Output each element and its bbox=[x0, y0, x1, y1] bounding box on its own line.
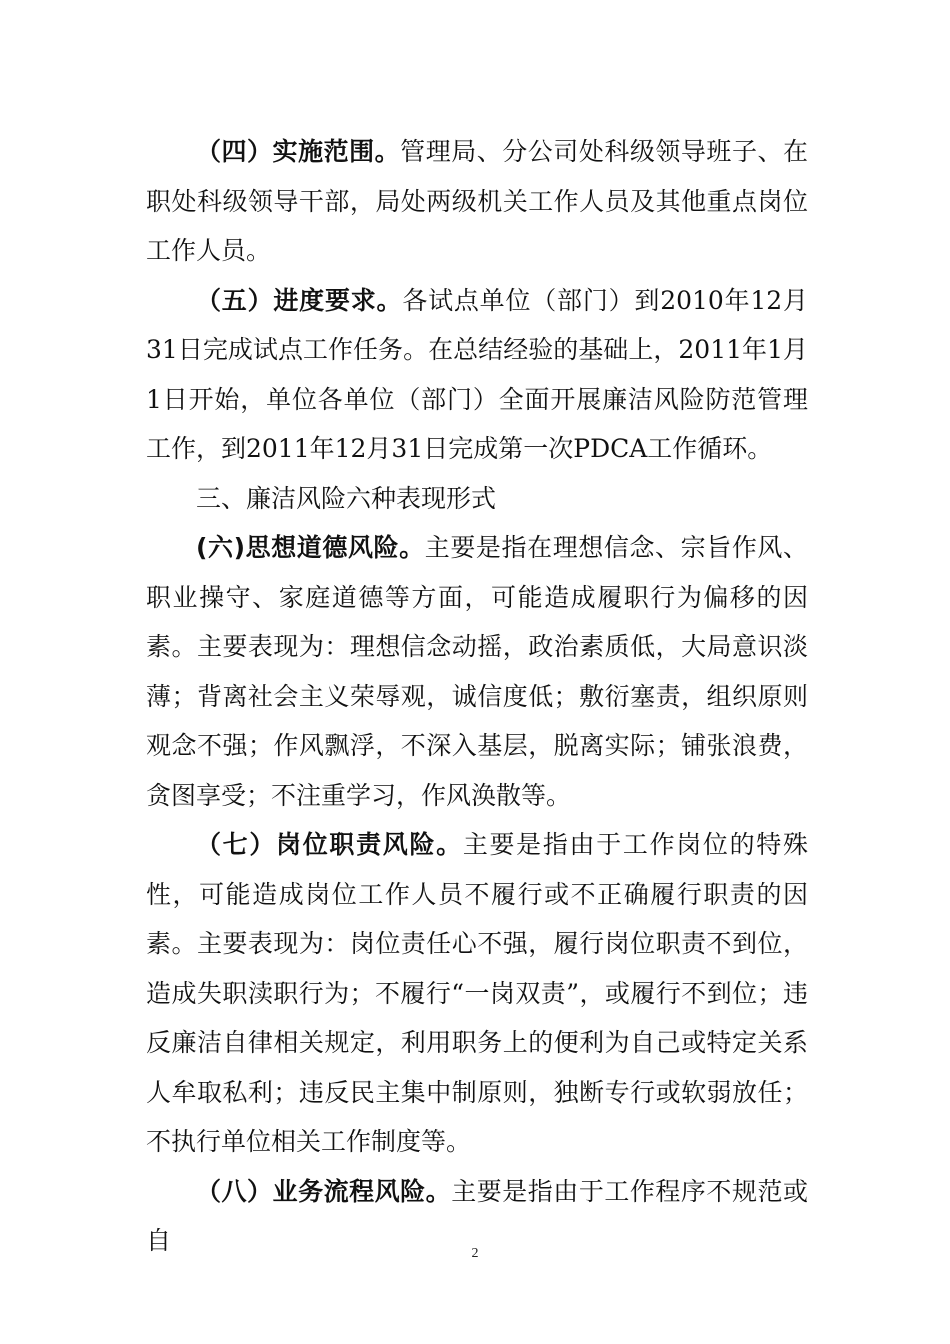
paragraph-lead: （八）业务流程风险。 bbox=[196, 1176, 452, 1206]
paragraph-lead: （七）岗位职责风险。 bbox=[196, 830, 463, 859]
page-number: 2 bbox=[471, 1246, 479, 1261]
paragraph-text: 各试点单位（部门）到2010年12月31日完成试点工作任务。在总结经验的基础上，2011年1月1日开始，单位各单位（部门）全面开展廉洁风险防范管理工作，到2011年12月31日完成第一次PDCA工作循环。 bbox=[146, 285, 808, 463]
section-heading: 三、廉洁风险六种表现形式 bbox=[196, 483, 497, 513]
paragraph-ideological-moral-risk bbox=[146, 523, 808, 820]
paragraph-text: 管理局、分公司处科级领导班子、在职处科级领导干部，局处两级机关工作人员及其他重点岗位工作人员。 bbox=[146, 137, 808, 265]
document-body bbox=[146, 127, 808, 1266]
paragraph-progress-requirements bbox=[146, 276, 808, 474]
paragraph-text: 主要是指在理想信念、宗旨作风、职业操守、家庭道德等方面，可能造成履职行为偏移的因素。主要表现为：理想信念动摇，政治素质低，大局意识淡薄；背离社会主义荣辱观，诚信度低；敷衍塞责，组织原则观念不强；作风飘浮，不深入基层，脱离实际；铺张浪费，贪图享受；不注重学习，作风涣散等。 bbox=[146, 533, 808, 810]
paragraph-lead: (六)思想道德风险。 bbox=[196, 533, 425, 562]
paragraph-text: 主要是指由于工作程序不规范或自 bbox=[146, 1176, 808, 1255]
paragraph-lead: （四）实施范围。 bbox=[196, 137, 401, 166]
paragraph-text: 主要是指由于工作岗位的特殊性，可能造成岗位工作人员不履行或不正确履行职责的因素。主要表现为：岗位责任心不强，履行岗位职责不到位，造成失职渎职行为；不履行“一岗双责”，或履行不到位；违反廉洁自律相关规定，利用职务上的便利为自己或特定关系人牟取私利；违反民主集中制原则，独断专行或软弱放任；不执行单位相关工作制度等。 bbox=[146, 830, 808, 1156]
paragraph-implementation-scope bbox=[146, 127, 808, 276]
paragraph-lead: （五）进度要求。 bbox=[196, 285, 403, 315]
paragraph-post-duty-risk bbox=[146, 820, 808, 1167]
